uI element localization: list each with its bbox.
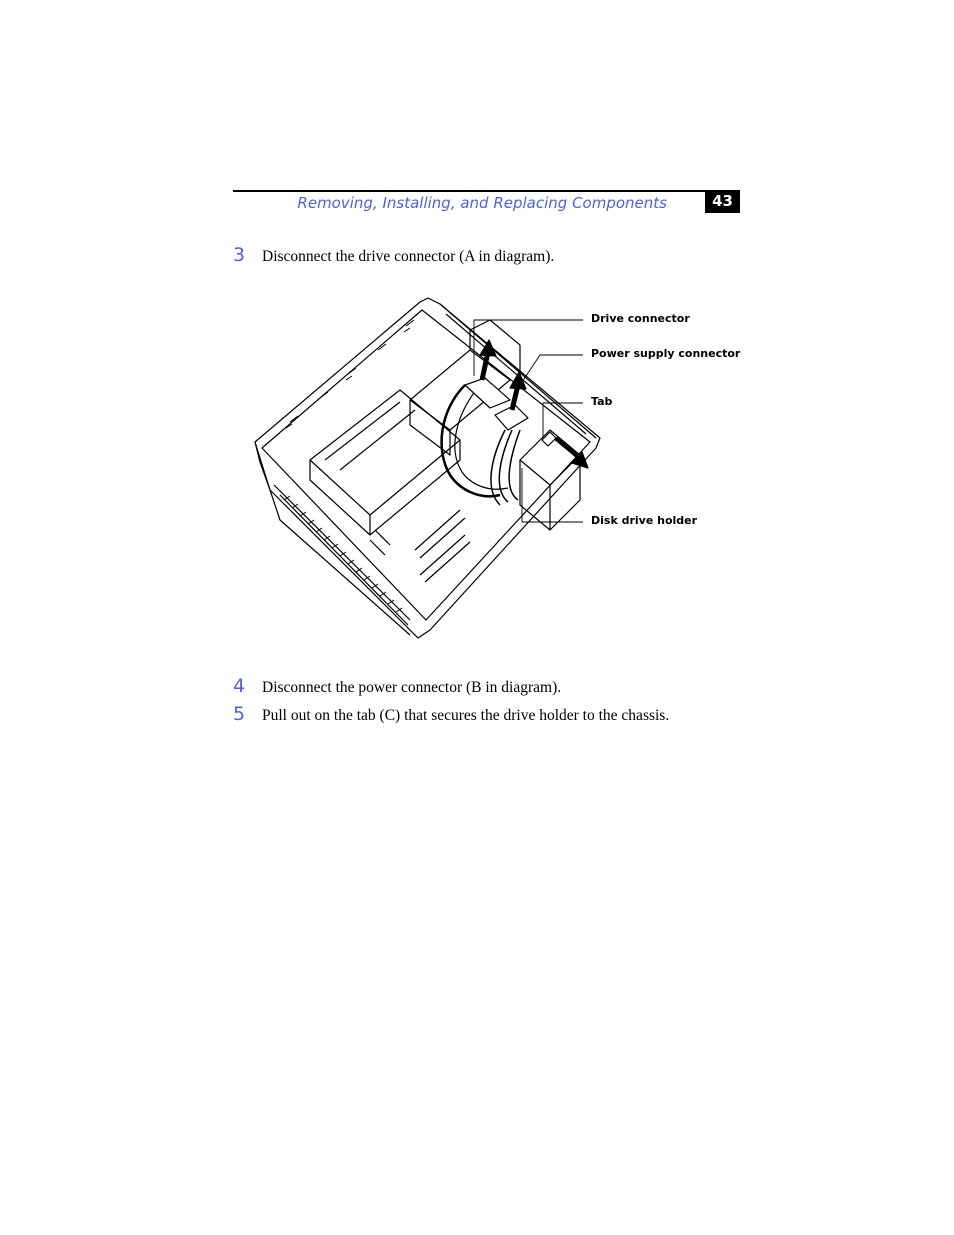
running-header-title: Removing, Installing, and Replacing Components [297, 194, 667, 212]
chassis-diagram [250, 290, 750, 650]
step-number: 3 [233, 244, 246, 266]
callout-disk-drive-holder: Disk drive holder [591, 514, 698, 527]
chassis-illustration [250, 290, 750, 650]
callout-power-supply-connector: Power supply connector [591, 347, 741, 360]
step-number: 4 [233, 675, 246, 697]
step-text: Disconnect the drive connector (A in diagram). [262, 248, 555, 265]
callout-drive-connector: Drive connector [591, 312, 690, 325]
step-number: 5 [233, 703, 246, 725]
step-text: Pull out on the tab (C) that secures the drive holder to the chassis. [262, 707, 670, 724]
step-text: Disconnect the power connector (B in diagram). [262, 679, 562, 696]
page-number: 43 [705, 190, 740, 213]
callout-tab: Tab [591, 395, 613, 408]
header-rule [233, 190, 705, 192]
